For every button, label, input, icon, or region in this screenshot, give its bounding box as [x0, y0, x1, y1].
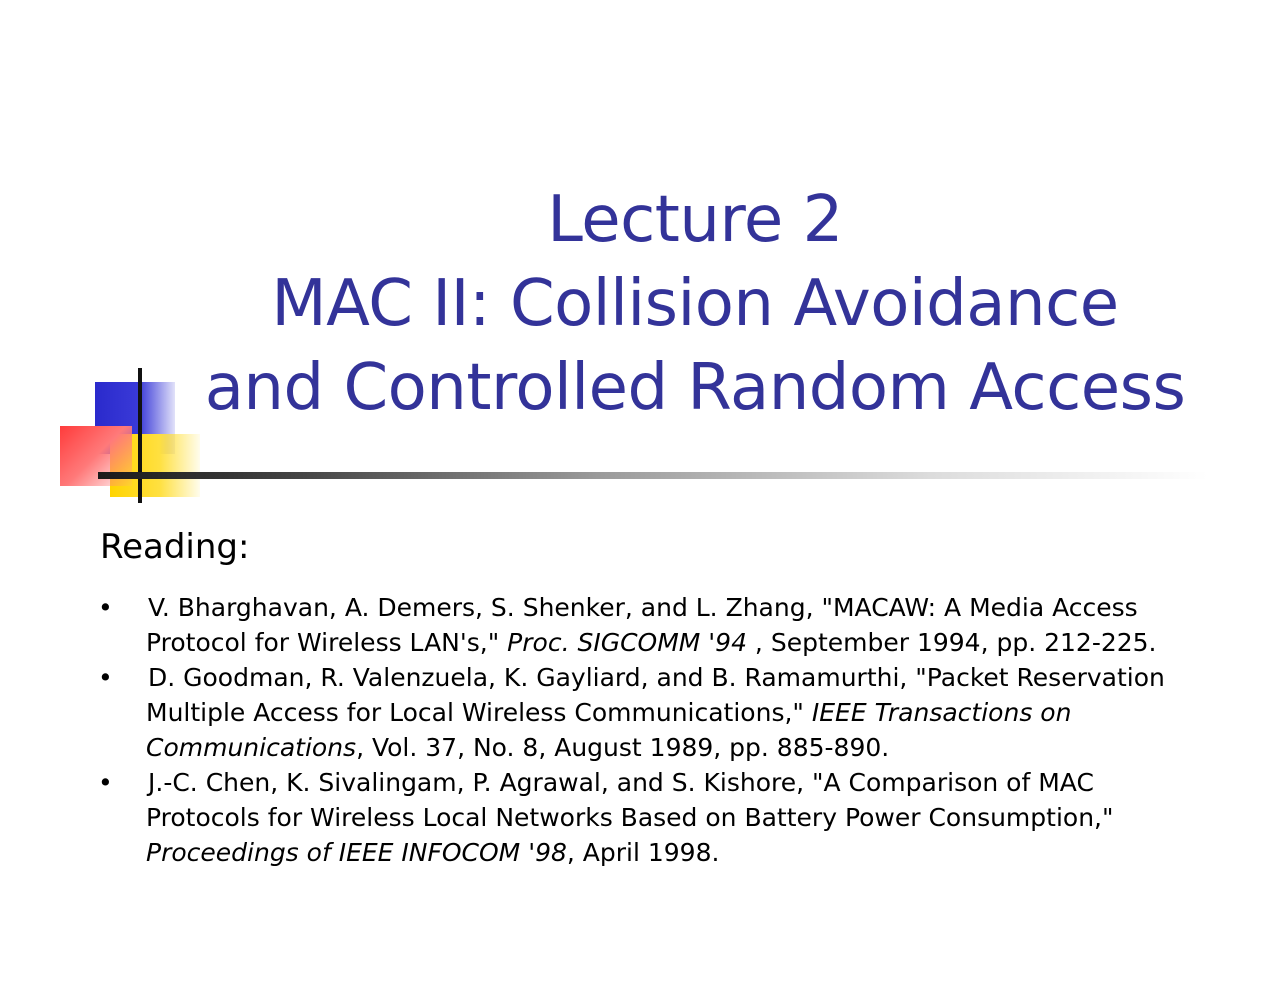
reference-list [0, 590, 1280, 870]
reference-text: Protocol for Wireless LAN's," [146, 628, 508, 657]
reference-line: V. Bharghavan, A. Demers, S. Shenker, and L. Zhang, "MACAW: A Media Access [148, 593, 1138, 622]
slide-title [200, 178, 1190, 430]
title-line-1: Lecture 2 [547, 183, 843, 257]
reference-line: J.-C. Chen, K. Sivalingam, P. Agrawal, and S. Kishore, "A Comparison of MAC [148, 768, 1094, 797]
reference-text: , Vol. 37, No. 8, August 1989, pp. 885-890. [356, 733, 890, 762]
bullet-icon: • [98, 663, 113, 692]
reference-text: , September 1994, pp. 212-225. [746, 628, 1157, 657]
reference-venue: Communications [146, 733, 357, 762]
reference-text: Multiple Access for Local Wireless Communications," [146, 698, 812, 727]
title-line-2: MAC II: Collision Avoidance [271, 267, 1119, 341]
reference-line: Protocols for Wireless Local Networks Based on Battery Power Consumption," [146, 803, 1114, 832]
bullet-icon: • [98, 768, 113, 797]
slide-logo-decoration [58, 368, 208, 503]
reference-line [0, 835, 1280, 870]
reference-line: D. Goodman, R. Valenzuela, K. Gayliard, and B. Ramamurthi, "Packet Reservation [148, 663, 1165, 692]
reference-line [0, 695, 1280, 730]
reference-item [0, 765, 1280, 870]
reference-venue: Proceedings of IEEE INFOCOM '98 [146, 838, 567, 867]
bullet-icon: • [98, 593, 113, 622]
title-underline-rule [98, 472, 1208, 479]
reference-line [0, 625, 1280, 660]
vertical-line-decoration [138, 368, 142, 503]
reference-venue: Proc. SIGCOMM '94 [507, 628, 747, 657]
title-line-3: and Controlled Random Access [204, 351, 1186, 425]
reference-line [0, 730, 1280, 765]
reference-item [0, 660, 1280, 765]
reference-text: , April 1998. [566, 838, 720, 867]
reference-venue: IEEE Transactions on [811, 698, 1072, 727]
reference-item [0, 590, 1280, 660]
reading-label: Reading: [100, 527, 250, 567]
